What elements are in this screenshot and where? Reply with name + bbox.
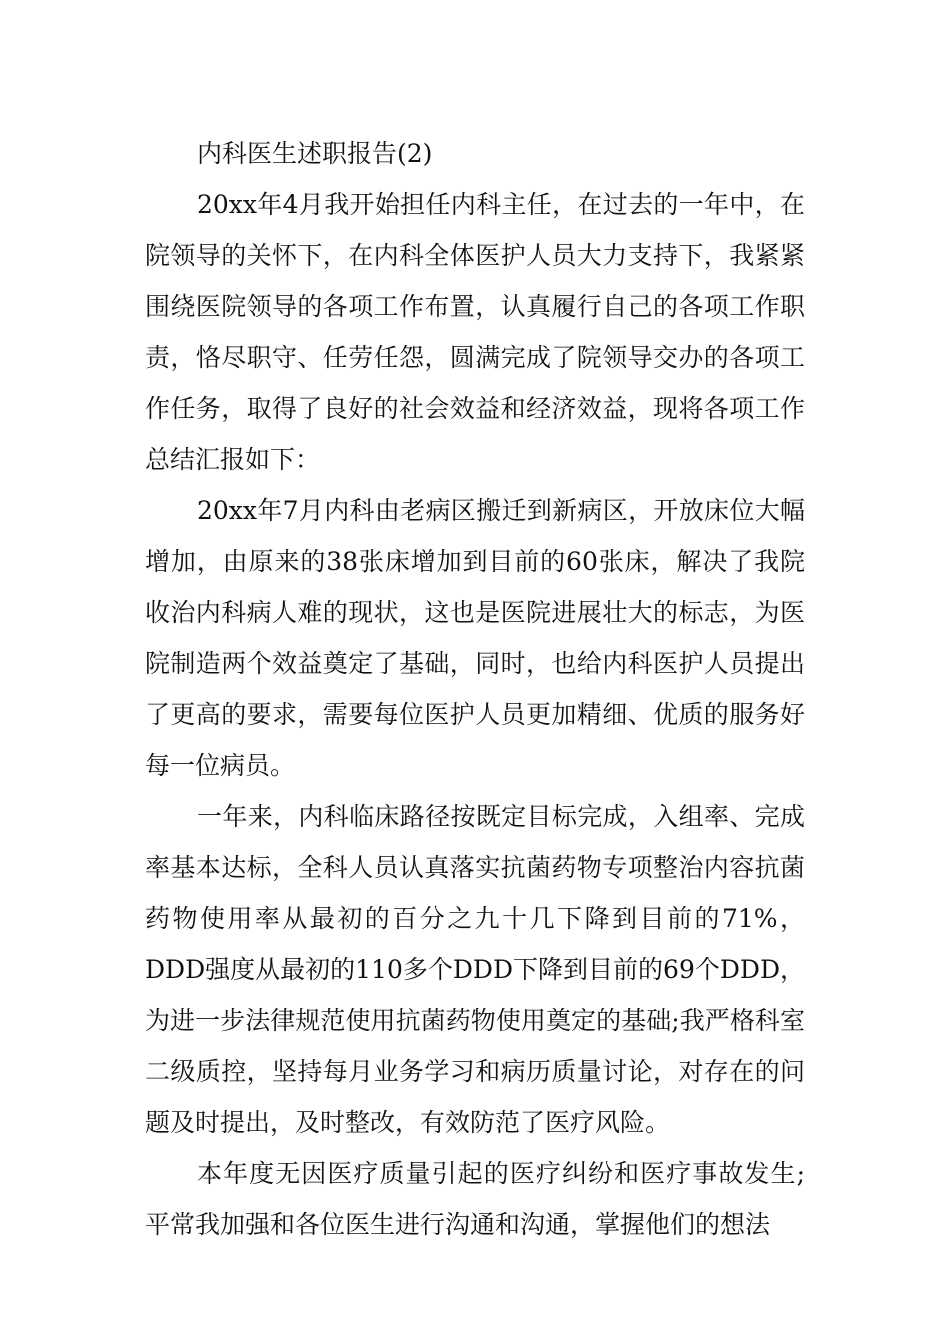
paragraph-1: 20xx年4月我开始担任内科主任，在过去的一年中，在院领导的关怀下，在内科全体医护人员大力支持下，我紧紧围绕医院领导的各项工作布置，认真履行自己的各项工作职责，恪尽职守、任劳任怨，圆满完成了院领导交办的各项工作任务，取得了良好的社会效益和经济效益，现将各项工作总结汇报如下： [145, 190, 805, 474]
document-body [145, 128, 805, 1250]
paragraph-4: 本年度无因医疗质量引起的医疗纠纷和医疗事故发生;平常我加强和各位医生进行沟通和沟通，掌握他们的想法 [145, 1159, 805, 1239]
document-title: 内科医生述职报告(2) [197, 139, 433, 168]
paragraph-2: 20xx年7月内科由老病区搬迁到新病区，开放床位大幅增加，由原来的38张床增加到目前的60张床，解决了我院收治内科病人难的现状，这也是医院进展壮大的标志，为医院制造两个效益奠定了基础，同时，也给内科医护人员提出了更高的要求，需要每位医护人员更加精细、优质的服务好每一位病员。 [145, 496, 805, 780]
paragraph-3: 一年来，内科临床路径按既定目标完成，入组率、完成率基本达标，全科人员认真落实抗菌药物专项整治内容抗菌药物使用率从最初的百分之九十几下降到目前的71%，DDD强度从最初的110多个DDD下降到目前的69个DDD，为进一步法律规范使用抗菌药物使用奠定的基础;我严格科室二级质控，坚持每月业务学习和病历质量讨论，对存在的问题及时提出，及时整改，有效防范了医疗风险。 [145, 802, 805, 1137]
